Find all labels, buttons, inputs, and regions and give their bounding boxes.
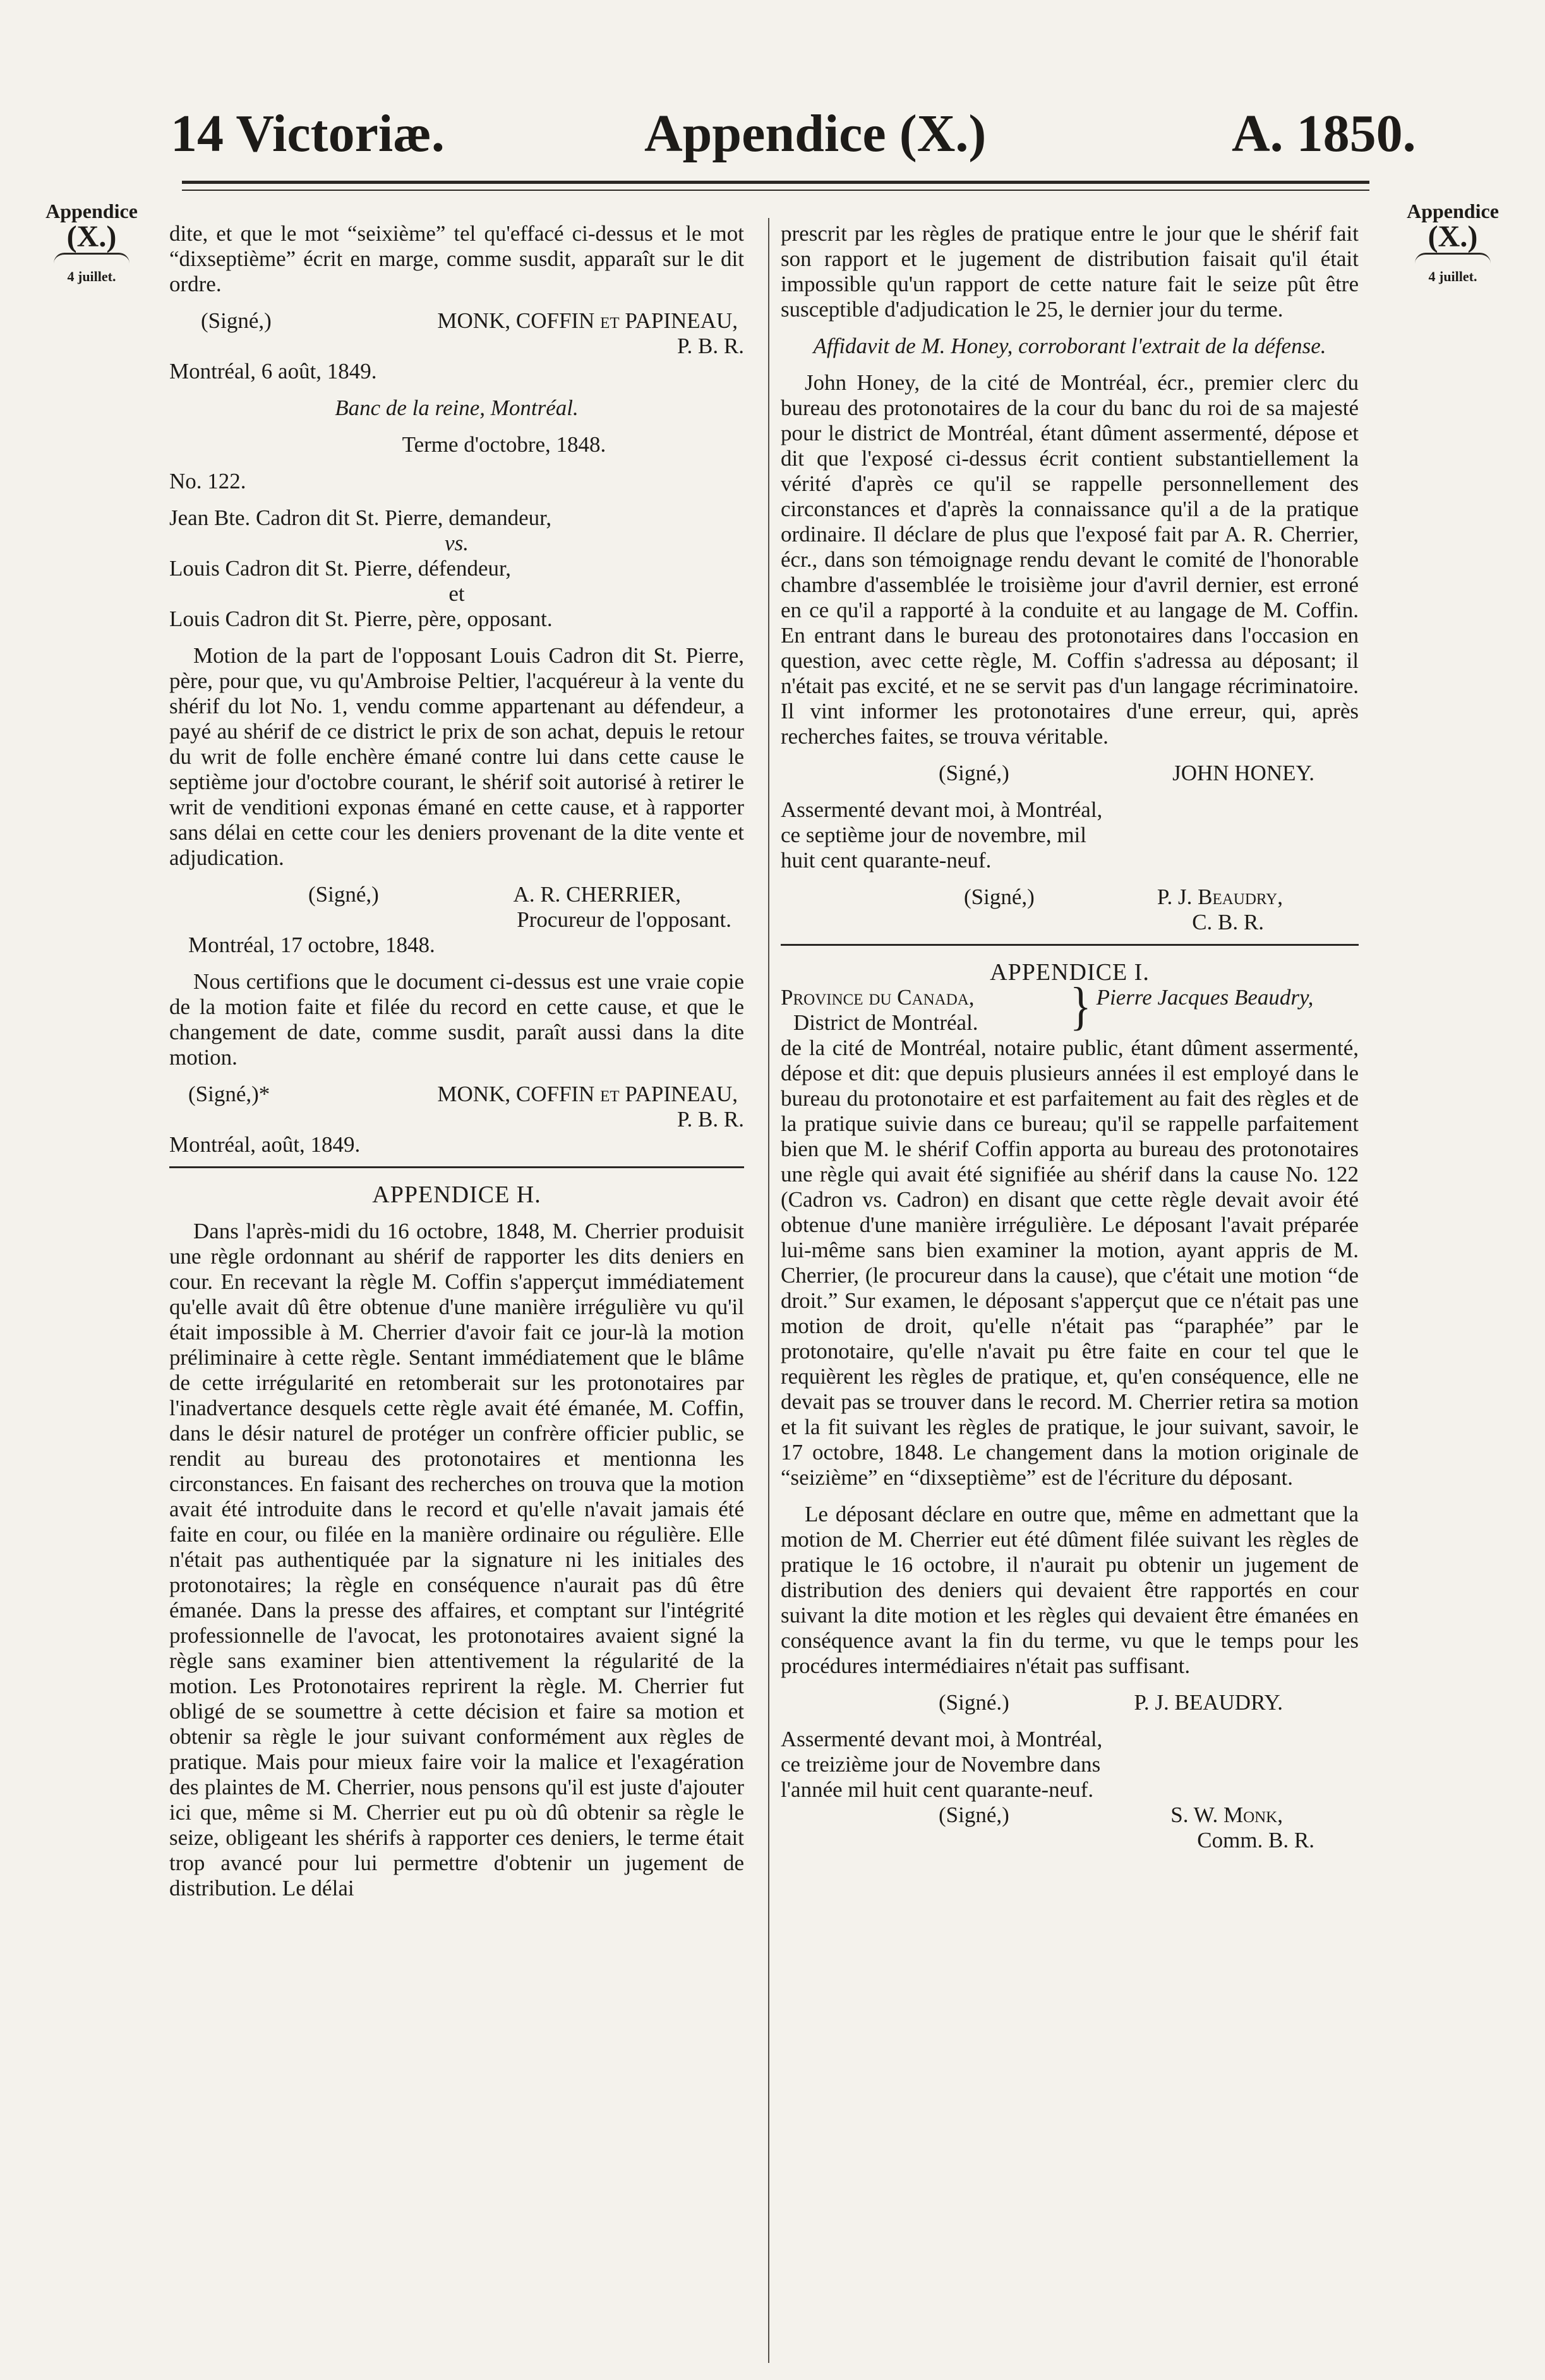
party-plaintiff: Jean Bte. Cadron dit St. Pierre, demandeur, <box>169 505 552 530</box>
margin-title: Appendice <box>1407 200 1499 222</box>
signature-name: S. W. Monk, <box>1170 1803 1283 1827</box>
signature-label: (Signé.) <box>939 1690 1009 1715</box>
appendix-i-heading: APPENDICE I. <box>990 959 1150 986</box>
signature-name: MONK, COFFIN et PAPINEAU, <box>437 1082 738 1106</box>
signature-title: C. B. R. <box>1192 910 1264 934</box>
jurisdiction <box>781 985 1065 1036</box>
header-center: Appendice (X.) <box>644 104 987 163</box>
paragraph: prescrit par les règles de pratique entre le jour que le shérif fait son rapport et le jugement de distribution faisait qu'il était impossible qu'un rapport de cette nature fait le seize pût être susceptible d'adjudication le 25, le dernier jour du terme. <box>781 221 1359 322</box>
signature-block <box>781 1803 1359 1828</box>
right-column <box>781 221 1359 1853</box>
date-line: Montréal, 6 août, 1849. <box>169 359 377 384</box>
term-line: Terme d'octobre, 1848. <box>402 432 606 457</box>
case-number: No. 122. <box>169 469 246 493</box>
paragraph: dite, et que le mot “seixième” tel qu'effacé ci-dessus et le mot “dixseptième” écrit en marge, comme susdit, apparaît sur le dit ordre. <box>169 221 744 296</box>
versus: vs. <box>445 531 469 555</box>
sworn-statement: Assermenté devant moi, à Montréal, ce treizième jour de Novembre dans l'année mil huit cent quarante-neuf. <box>781 1727 1103 1802</box>
signature-title: P. B. R. <box>676 334 744 358</box>
signature-name: MONK, COFFIN et PAPINEAU, <box>437 308 738 333</box>
signature-label: (Signé,) <box>939 761 1009 785</box>
affidavit-heading: Affidavit de M. Honey, corroborant l'extrait de la défense. <box>813 334 1326 358</box>
court-heading: Banc de la reine, Montréal. <box>335 396 579 420</box>
date-line: Montréal, 17 octobre, 1848. <box>188 933 435 957</box>
certification-paragraph: Nous certifions que le document ci-dessus est une vraie copie de la motion faite et filée du record en cette cause, et que le changement de date, comme susdit, paraît aussi dans la dite motion. <box>169 969 744 1070</box>
province-line: Province du Canada, <box>781 985 975 1010</box>
signature-label: (Signé,) <box>964 885 1035 909</box>
beaudry-affidavit-paragraph: de la cité de Montréal, notaire public, étant dûment assermenté, dépose et dit: que depuis plusieurs années il est employé dans le bureau du protonotaire et est parfaitement au fait des règles et de la pratique suivie dans ce bureau; qu'il se rappelle parfaitement bien que M. le shérif Coffin apporta au bureau des protonotaires une règle qui avait été signifiée au shérif dans la cause No. 122 (Cadron vs. Cadron) en disant que cette règle devait avoir été obtenue d'une manière irrégulière. Le déposant l'avait préparée lui-même sans bien examiner la motion, ayant appris de M. Cherrier, (le procureur dans la cause), que c'était une motion “de droit.” Sur examen, le déposant s'apperçut que ce n'était pas une motion de droit, qu'elle n'était pas “paraphée” par le protonotaire, qu'elle n'avait pu être faite en cour tel que le requièrent les règles de pratique, et, qu'en conséquence, elle ne devait pas se trouver dans le record. M. Cherrier retira sa motion et la fit suivant les règles de pratique, le jour suivant, savoir, le 17 octobre, 1848. Le changement dans la motion originale de “seizième” en “dixseptième” est de l'écriture du déposant. <box>781 1036 1359 1490</box>
party-defendant: Louis Cadron dit St. Pierre, défendeur, <box>169 556 511 581</box>
signature-label: (Signé,) <box>201 308 272 333</box>
signature-name: P. J. Beaudry, <box>1157 885 1283 909</box>
margin-date: 4 juillet. <box>67 269 116 285</box>
signature-title: Comm. B. R. <box>1197 1828 1314 1852</box>
district-line: District de Montréal. <box>793 1010 978 1035</box>
signature-block <box>169 882 744 907</box>
signature-label: (Signé,) <box>308 882 379 907</box>
signature-name: P. J. BEAUDRY. <box>1134 1690 1283 1715</box>
header-left: 14 Victoriæ. <box>171 104 445 163</box>
margin-appendix-letter: (X.) <box>66 220 117 253</box>
margin-appendix-letter: (X.) <box>1428 220 1478 253</box>
signature-block <box>781 885 1359 910</box>
party-opposant: Louis Cadron dit St. Pierre, père, opposant. <box>169 607 553 631</box>
brace-mark <box>54 253 129 263</box>
margin-note-left <box>25 201 158 284</box>
date-line: Montréal, août, 1849. <box>169 1132 361 1157</box>
beaudry-declaration-paragraph: Le déposant déclare en outre que, même en admettant que la motion de M. Cherrier eut été dûment filée suivant les règles de pratique le 16 octobre, il n'aurait pu obtenir un jugement de distribution des deniers qui devaient être rapportés en cour suivant la dite motion et les règles qui devaient être émanées en conséquence avant la fin du terme, vu que le temps pour les procédures intermédiaires n'était pas suffisant. <box>781 1502 1359 1678</box>
honey-affidavit-paragraph: John Honey, de la cité de Montréal, écr., premier clerc du bureau des protonotaires de la cour du banc du roi de sa majesté pour le district de Montréal, étant dûment assermenté, dépose et dit que l'exposé ci-dessus écrit contient substantiellement la vérité d'après ce qu'il se rappelle personnellement des circonstances et d'après la connaissance qu'il a de la pratique ordinaire. Il déclare de plus que l'exposé fait par A. R. Cherrier, écr., dans son témoignage rendu devant le comité de l'honorable chambre d'assemblée le troisième jour d'avril dernier, est erroné en ce qu'il a rapporté à la conduite et au langage de M. Coffin. En entrant dans le bureau des protonotaires dans l'occasion en question, avec cette règle, M. Coffin s'adressa au déposant; il n'était pas excité, et ne se servit pas d'un langage récriminatoire. Il vint informer les protonotaires d'une erreur, qui, après recherches faites, se trouva véritable. <box>781 370 1359 749</box>
signature-name: JOHN HONEY. <box>1172 761 1314 785</box>
header-rule-thick <box>182 181 1369 184</box>
header-rule-thin <box>182 190 1369 191</box>
margin-title: Appendice <box>45 200 138 222</box>
signature-block <box>169 308 744 334</box>
deponent-name: Pierre Jacques Beaudry, <box>1096 985 1314 1010</box>
signature-block <box>169 1082 744 1107</box>
signature-block <box>781 761 1359 786</box>
brace-mark: } <box>1070 977 1091 1036</box>
appendix-h-heading: APPENDICE H. <box>372 1181 541 1208</box>
and-word: et <box>448 581 465 606</box>
section-divider <box>169 1166 744 1168</box>
sworn-statement: Assermenté devant moi, à Montréal, ce septième jour de novembre, mil huit cent quarante-neuf. <box>781 797 1103 873</box>
appendix-h-paragraph: Dans l'après-midi du 16 octobre, 1848, M. Cherrier produisit une règle ordonnant au shérif de rapporter les dits deniers en cour. En recevant la règle M. Coffin s'apperçut immédiatement qu'elle avait dû être obtenue d'une manière irrégulière vu qu'il était impossible à M. Cherrier d'avoir fait ce jour-là la motion préliminaire à cette règle. Sentant immédiatement que le blâme de cette irrégularité en retomberait sur les protonotaires par l'inadvertance desquels cette règle avait été émanée, M. Coffin, dans le désir naturel de protéger un confrère officier public, se rendit au bureau des protonotaires et mentionna les circonstances. En faisant des recherches on trouva que la motion avait été introduite dans le record et qu'elle n'avait jamais été faite en cour, ou filée en la manière ordinaire ou régulière. Elle n'était pas authentiquée par la signature ni les initiales des protonotaires; la règle en conséquence n'aurait pas dû être émanée. Dans la presse des affaires, et comptant sur l'intégrité professionnelle de l'avocat, les protonotaires avaient signé la règle sans examiner bien attentivement la régularité de la motion. Les Protonotaires reprirent la règle. M. Cherrier fut obligé de se soumettre à cette décision et faire sa motion et obtenir sa règle le jour suivant conformément aux règles de pratique. Mais pour mieux faire voir la malice et l'exagération des plaintes de M. Cherrier, nous pensons qu'il est juste d'ajouter ici que, même si M. Cherrier eut pu où dû obtenir sa règle le seize, obligeant les shérifs à rapporter ces deniers, le terme était trop avancé pour lui permettre d'obtenir un jugement de distribution. Le délai <box>169 1219 744 1900</box>
margin-date: 4 juillet. <box>1428 269 1477 285</box>
signature-block <box>781 1690 1359 1715</box>
section-divider <box>781 944 1359 946</box>
signature-title: P. B. R. <box>676 1107 744 1132</box>
left-column <box>169 221 744 1901</box>
column-divider <box>768 218 769 2363</box>
motion-paragraph: Motion de la part de l'opposant Louis Cadron dit St. Pierre, père, pour que, vu qu'Ambroise Peltier, l'acquéreur à la vente du shérif du lot No. 1, vendu comme appartenant au défendeur, a payé au shérif de ce district le prix de son achat, depuis le retour du writ de folle enchère émané contre lui dans cette cause le septième jour d'octobre courant, le shérif soit autorisé à retirer le writ de venditioni exponas émané en cette cause, et à rapporter sans délai en cette cour les deniers provenant de la dite vente et adjudication. <box>169 643 744 870</box>
signature-label: (Signé,) <box>939 1803 1009 1827</box>
signature-name: A. R. CHERRIER, <box>513 882 681 907</box>
signature-label: (Signé,)* <box>188 1082 270 1106</box>
header-right: A. 1850. <box>1232 104 1416 163</box>
margin-note-right <box>1380 201 1525 284</box>
signature-title: Procureur de l'opposant. <box>517 907 731 932</box>
brace-mark <box>1415 253 1491 263</box>
province-header <box>781 977 1359 1036</box>
